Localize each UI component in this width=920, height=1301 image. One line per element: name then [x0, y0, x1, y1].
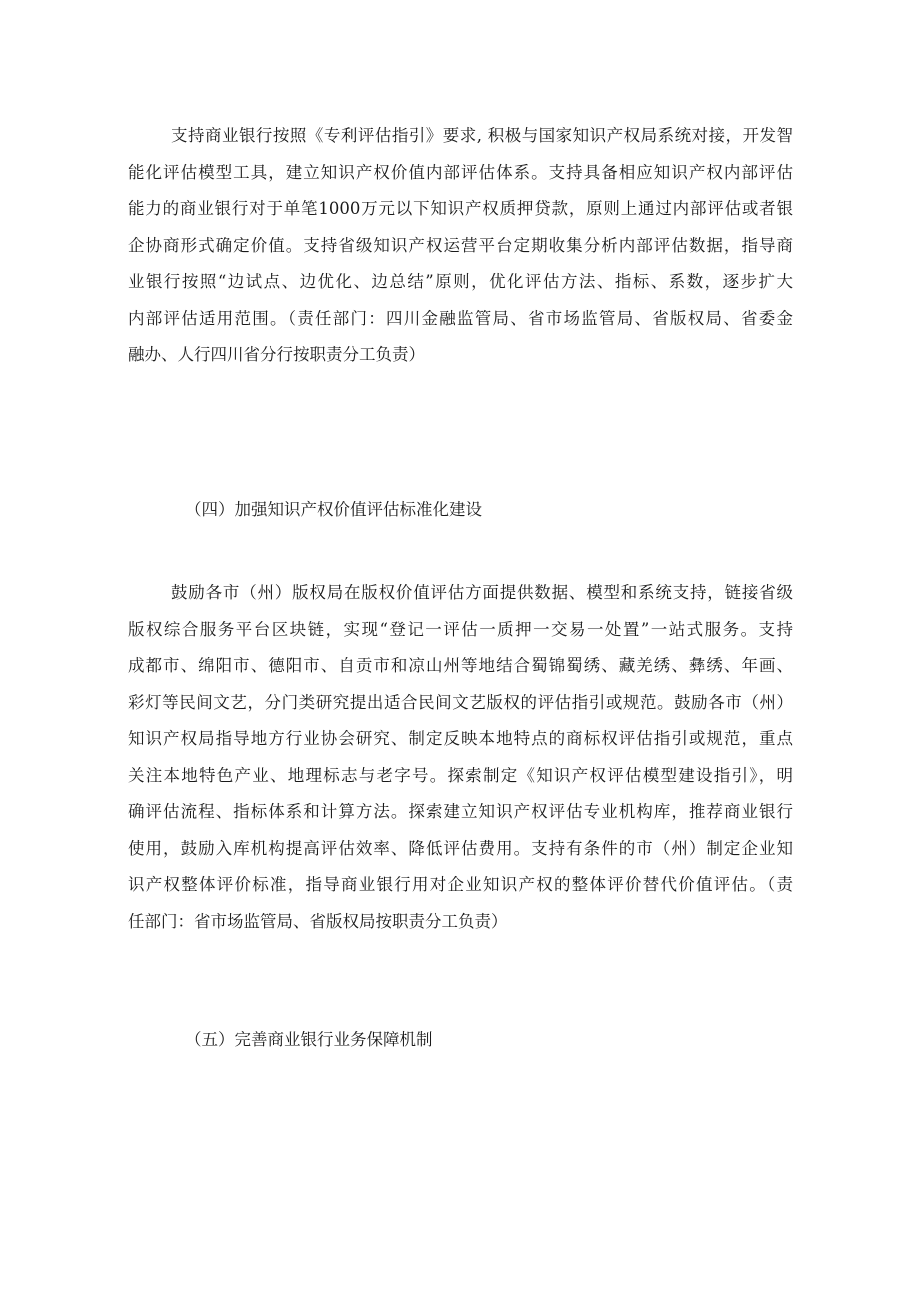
paragraph-line: 能力的商业银行对于单笔1000万元以下知识产权质押贷款，原则上通过内部评估或者银	[128, 199, 793, 218]
paragraph-line: 支持商业银行按照《专利评估指引》要求, 积极与国家知识产权局系统对接，开发智	[171, 126, 793, 145]
paragraph-standardization	[128, 575, 793, 940]
paragraph-line: 彩灯等民间文艺，分门类研究提出适合民间文艺版权的评估指引或规范。鼓励各市（州）	[128, 692, 793, 712]
paragraph-line: 鼓励各市（州）版权局在版权价值评估方面提供数据、模型和系统支持，链接省级	[171, 583, 793, 602]
paragraph-line: 任部门：省市场监管局、省版权局按职责分工负责）	[128, 911, 508, 931]
paragraph-line: 业银行按照“边试点、边优化、边总结”原则，优化评估方法、指标、系数，逐步扩大	[128, 272, 793, 291]
paragraph-line: 企协商形式确定价值。支持省级知识产权运营平台定期收集分析内部评估数据，指导商	[128, 235, 793, 255]
paragraph-line: 成都市、绵阳市、德阳市、自贡市和凉山州等地结合蜀锦蜀绣、藏羌绣、彝绣、年画、	[128, 656, 793, 675]
paragraph-line: 确评估流程、指标体系和计算方法。探索建立知识产权评估专业机构库，推荐商业银行	[128, 802, 793, 821]
section-heading-4: （四）加强知识产权价值评估标准化建设	[185, 500, 482, 519]
paragraph-line: 内部评估适用范围。（责任部门：四川金融监管局、省市场监管局、省版权局、省委金	[128, 308, 793, 328]
paragraph-line: 版权综合服务平台区块链，实现“登记一评估一质押一交易一处置”一站式服务。支持	[128, 619, 793, 639]
paragraph-line: 融办、人行四川省分行按职责分工负责）	[128, 345, 425, 364]
paragraph-line: 使用，鼓励入库机构提高评估效率、降低评估费用。支持有条件的市（州）制定企业知	[128, 838, 793, 858]
paragraph-line: 识产权整体评价标准，指导商业银行用对企业知识产权的整体评价替代价值评估。（责	[128, 875, 793, 894]
paragraph-line: 关注本地特色产业、地理标志与老字号。探索制定《知识产权评估模型建设指引》，明	[128, 765, 793, 785]
paragraph-ip-internal-evaluation	[128, 118, 793, 374]
section-heading-5: （五）完善商业银行业务保障机制	[185, 1030, 433, 1049]
paragraph-line: 知识产权局指导地方行业协会研究、制定反映本地特点的商标权评估指引或规范，重点	[128, 729, 793, 748]
paragraph-line: 能化评估模型工具，建立知识产权价值内部评估体系。支持具备相应知识产权内部评估	[128, 162, 793, 182]
